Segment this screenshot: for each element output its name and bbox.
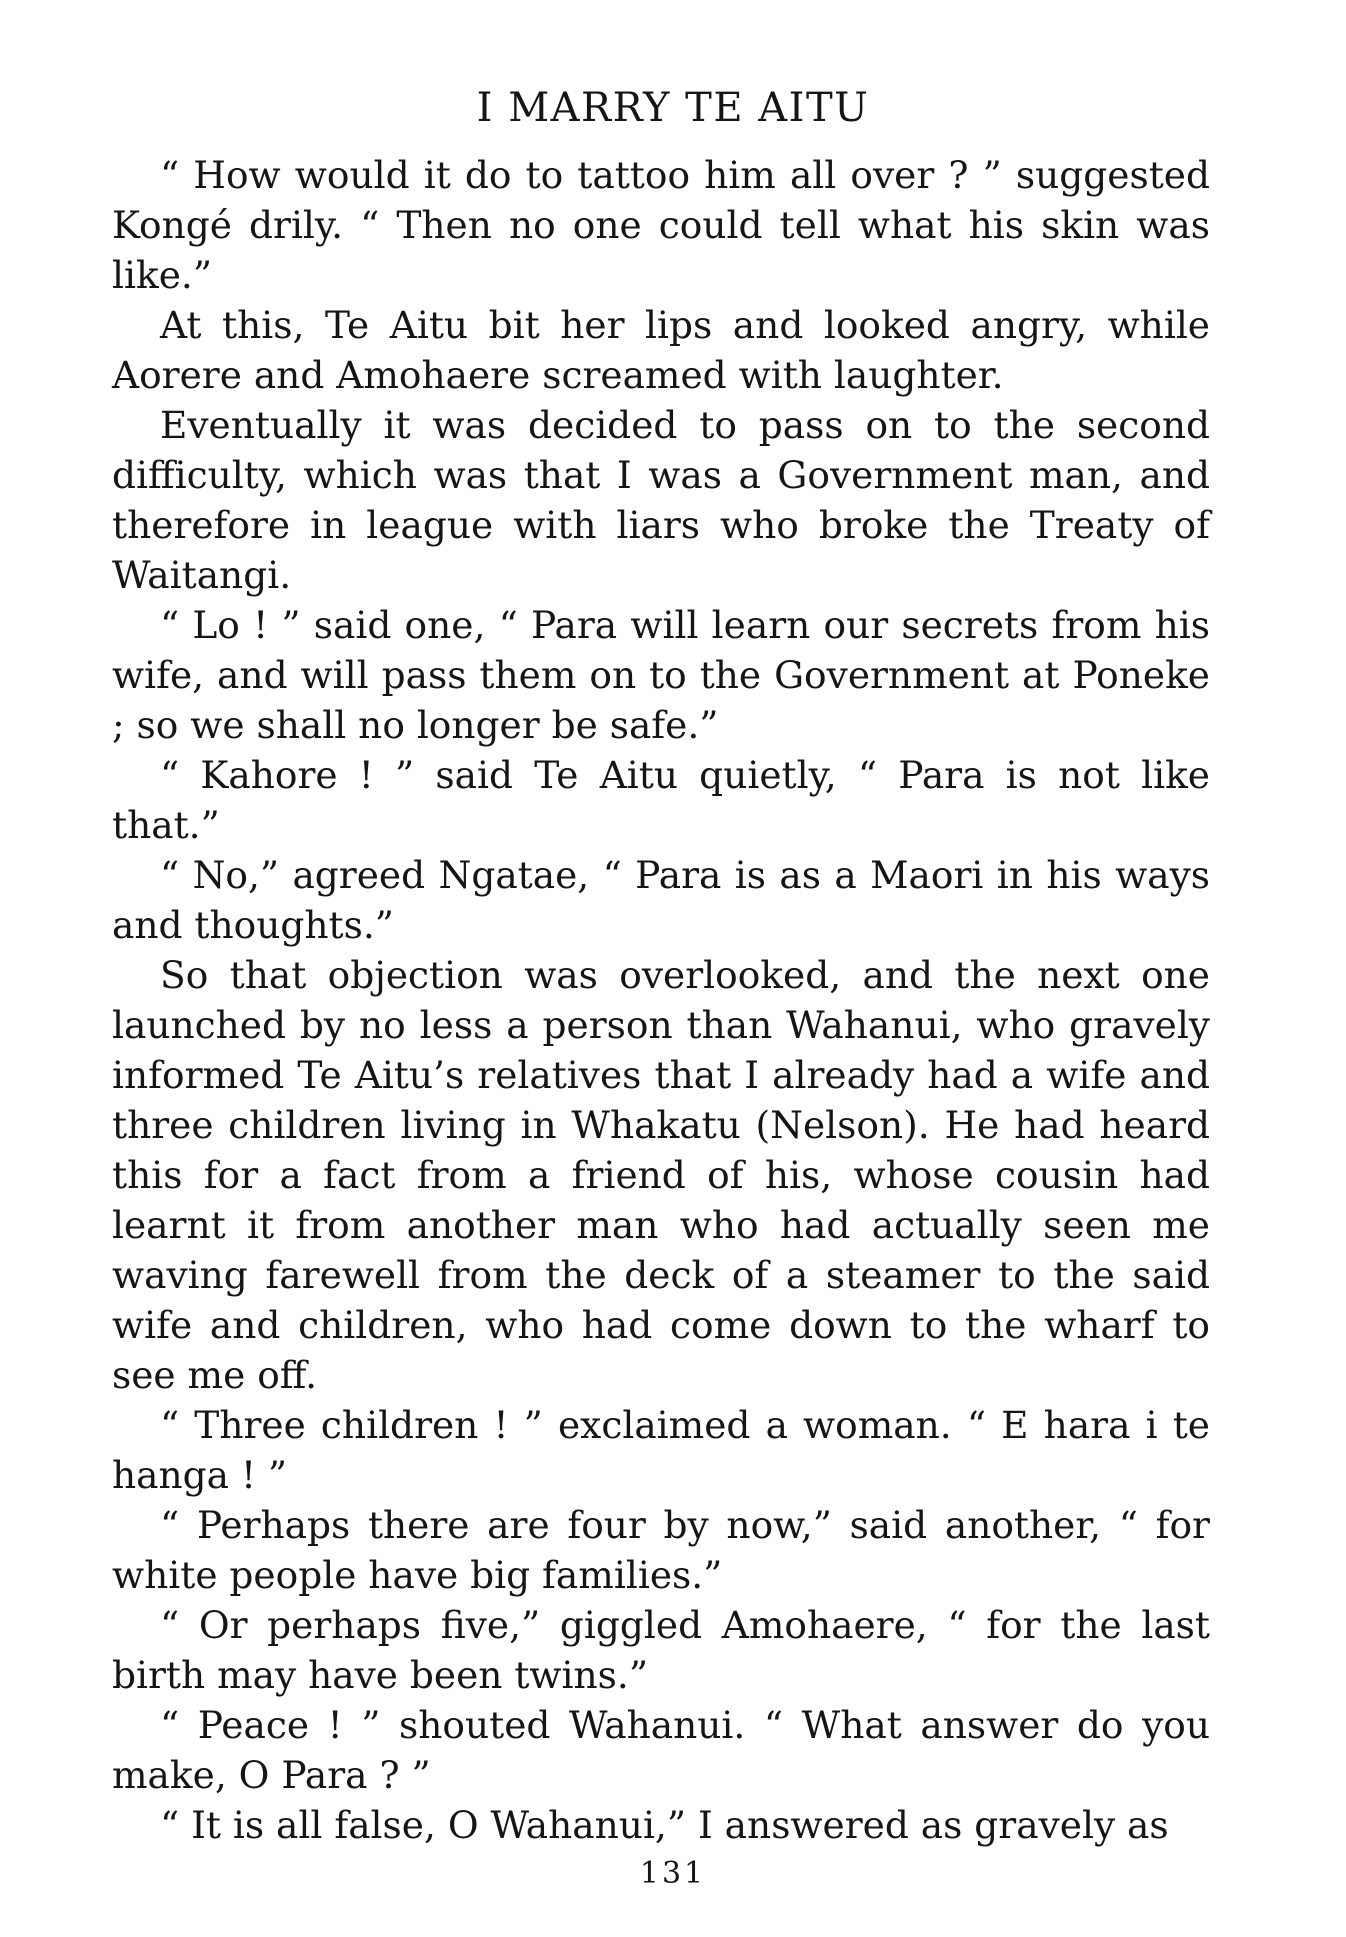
paragraph: “ Three children ! ” exclaimed a woman. “ E hara i te hanga ! ”	[112, 1403, 1210, 1497]
running-head: I MARRY TE AITU	[476, 85, 870, 131]
paragraph: “ How would it do to tattoo him all over ? ” suggested Kongé drily. “ Then no one could tell what his skin was like.”	[112, 153, 1210, 297]
paragraph: At this, Te Aitu bit her lips and looked angry, while Aorere and Amohaere screamed with laughter.	[112, 303, 1210, 397]
page-number: 131	[639, 1856, 707, 1891]
paragraph: Eventually it was decided to pass on to the second difficulty, which was that I was a Government man, and therefore in league with liars who broke the Treaty of Waitangi.	[112, 403, 1210, 597]
paragraph: “ Lo ! ” said one, “ Para will learn our secrets from his wife, and will pass them on to the Government at Poneke ; so we shall no longer be safe.”	[112, 603, 1210, 747]
paragraph: So that objection was overlooked, and the next one launched by no less a person than Wahanui, who gravely informed Te Aitu’s relatives that I already had a wife and three children living in Whakatu (Nelson). He had heard this for a fact from a friend of his, whose cousin had learnt it from another man who had actually seen me waving farewell from the deck of a steamer to the said wife and children, who had come down to the wharf to see me off.	[112, 953, 1210, 1397]
paragraph: “ No,” agreed Ngatae, “ Para is as a Maori in his ways and thoughts.”	[112, 853, 1210, 947]
paragraph: “ It is all false, O Wahanui,” I answered as gravely as	[160, 1803, 1169, 1847]
paragraph: “ Kahore ! ” said Te Aitu quietly, “ Para is not like that.”	[112, 753, 1210, 847]
paragraph: “ Or perhaps five,” giggled Amohaere, “ for the last birth may have been twins.”	[112, 1603, 1210, 1697]
paragraph: “ Perhaps there are four by now,” said another, “ for white people have big families.”	[112, 1503, 1210, 1597]
body-text	[112, 150, 1210, 1850]
paragraph: “ Peace ! ” shouted Wahanui. “ What answer do you make, O Para ? ”	[112, 1703, 1210, 1797]
